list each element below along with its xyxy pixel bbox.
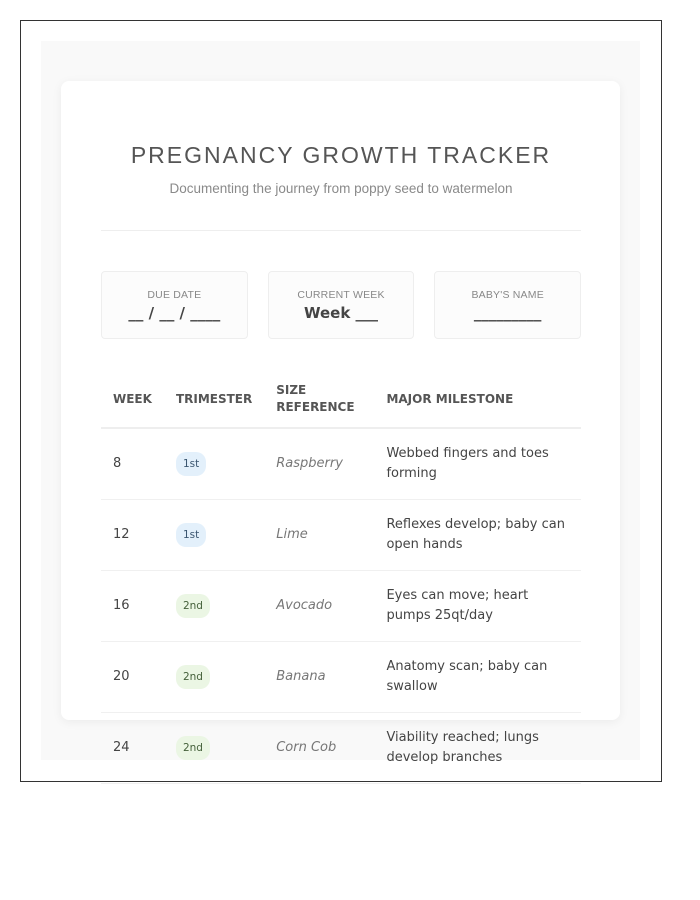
trimester-badge: 2nd bbox=[176, 665, 210, 689]
trimester-badge: 1st bbox=[176, 452, 206, 476]
size-cell: Raspberry bbox=[264, 428, 374, 499]
week-cell: 16 bbox=[101, 570, 164, 641]
size-cell: Avocado bbox=[264, 570, 374, 641]
trimester-badge: 2nd bbox=[176, 594, 210, 618]
milestone-cell: Webbed fingers and toes forming bbox=[374, 428, 581, 499]
tracker-content bbox=[101, 81, 581, 784]
header-trimester: TRIMESTER bbox=[164, 371, 264, 428]
baby-name-box bbox=[434, 271, 581, 339]
table-row bbox=[101, 428, 581, 499]
milestone-cell: Eyes can move; heart pumps 25qt/day bbox=[374, 570, 581, 641]
week-cell: 24 bbox=[101, 712, 164, 783]
header-milestone: MAJOR MILESTONE bbox=[374, 371, 581, 428]
size-cell: Corn Cob bbox=[264, 712, 374, 783]
trimester-badge: 1st bbox=[176, 523, 206, 547]
trimester-cell bbox=[164, 499, 264, 570]
week-cell: 8 bbox=[101, 428, 164, 499]
week-cell: 20 bbox=[101, 641, 164, 712]
trimester-badge: 2nd bbox=[176, 736, 210, 760]
trimester-cell bbox=[164, 641, 264, 712]
trimester-cell bbox=[164, 570, 264, 641]
trimester-cell bbox=[164, 712, 264, 783]
divider bbox=[101, 230, 581, 231]
week-cell: 12 bbox=[101, 499, 164, 570]
table-row bbox=[101, 641, 581, 712]
milestone-cell: Reflexes develop; baby can open hands bbox=[374, 499, 581, 570]
size-cell: Banana bbox=[264, 641, 374, 712]
table-row bbox=[101, 570, 581, 641]
table-row bbox=[101, 712, 581, 783]
growth-table bbox=[101, 371, 581, 784]
due-date-label: DUE DATE bbox=[147, 289, 202, 301]
current-week-label: CURRENT WEEK bbox=[297, 289, 385, 301]
due-date-value: __ / __ / ____ bbox=[128, 304, 221, 322]
info-boxes bbox=[101, 271, 581, 339]
baby-name-value: _________ bbox=[473, 304, 542, 322]
table-header-row bbox=[101, 371, 581, 428]
header-size: SIZE REFERENCE bbox=[264, 371, 374, 428]
page-title: PREGNANCY GROWTH TRACKER bbox=[130, 142, 552, 168]
trimester-cell bbox=[164, 428, 264, 499]
table-row bbox=[101, 499, 581, 570]
milestone-cell: Anatomy scan; baby can swallow bbox=[374, 641, 581, 712]
baby-name-label: BABY'S NAME bbox=[471, 289, 544, 301]
current-week-value: Week ___ bbox=[303, 304, 379, 322]
due-date-box bbox=[101, 271, 248, 339]
milestone-cell: Viability reached; lungs develop branches bbox=[374, 712, 581, 783]
size-cell: Lime bbox=[264, 499, 374, 570]
header-week: WEEK bbox=[101, 371, 164, 428]
current-week-box bbox=[268, 271, 415, 339]
page-subtitle: Documenting the journey from poppy seed to watermelon bbox=[169, 181, 513, 196]
